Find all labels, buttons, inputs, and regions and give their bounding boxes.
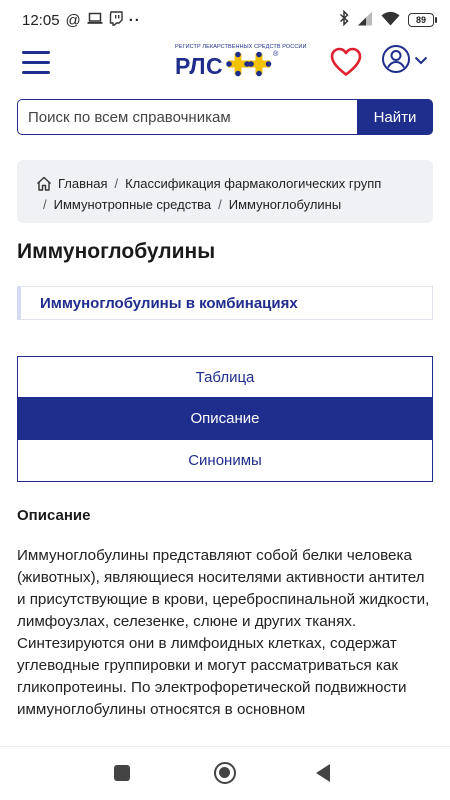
status-time: 12:05	[22, 11, 60, 29]
search-button[interactable]: Найти	[357, 99, 433, 135]
breadcrumb-item-immunotropic[interactable]: Иммунотропные средства	[53, 197, 212, 212]
search-input[interactable]	[17, 99, 357, 135]
logo-cross-icon	[225, 51, 273, 82]
battery-level: 89	[415, 15, 426, 25]
breadcrumb-separator: /	[114, 176, 119, 191]
home-button-icon[interactable]	[214, 762, 236, 784]
search-bar	[17, 99, 433, 135]
breadcrumb-item-classification[interactable]: Классификация фармакологических групп	[125, 176, 382, 191]
section-heading: Описание	[17, 507, 91, 524]
profile-menu[interactable]	[381, 46, 433, 76]
breadcrumb-separator: /	[43, 197, 47, 212]
logo-reg: ®	[273, 51, 279, 58]
back-icon[interactable]	[316, 764, 330, 782]
page-title: Иммуноглобулины	[17, 240, 216, 263]
laptop-icon	[87, 12, 103, 29]
system-nav-bar	[0, 746, 450, 800]
breadcrumb-separator: /	[218, 197, 222, 212]
tab-group	[17, 356, 433, 482]
menu-icon[interactable]	[22, 51, 50, 77]
status-dots: ··	[128, 11, 141, 29]
user-icon	[381, 44, 411, 79]
chevron-down-icon	[414, 52, 428, 70]
logo[interactable]	[175, 44, 307, 84]
bluetooth-icon	[339, 10, 349, 30]
status-left	[22, 11, 141, 30]
home-icon[interactable]	[36, 176, 52, 191]
description-text: Иммуноглобулины представляют собой белки человека (животных), являющиеся носителями активности антител и присутствующие в крови, цереброспинальной жидкости, лимфоузлах, селезенке, слюне и других тканях. Синтезируются они в лимфоидных клетках, содержат углеводные группировки и могут рассматриваться как гликопротеины. По электрофоретической подвижности иммуноглобулины относятся в основном	[17, 547, 430, 718]
tab-synonyms[interactable]: Синонимы	[188, 451, 262, 469]
heart-icon[interactable]	[330, 47, 362, 77]
recents-icon[interactable]	[114, 765, 130, 781]
tab-description[interactable]: Описание	[18, 398, 432, 439]
breadcrumb-item-home[interactable]: Главная	[58, 176, 108, 191]
battery-icon	[408, 13, 434, 27]
status-bar	[0, 0, 450, 40]
header	[0, 40, 450, 90]
tab-table[interactable]: Таблица	[18, 357, 432, 398]
signal-icon	[357, 11, 373, 30]
status-at: @	[65, 11, 81, 29]
status-right	[339, 10, 434, 30]
breadcrumb-item-current: Иммуноглобулины	[228, 197, 342, 212]
twitch-icon	[109, 11, 123, 30]
breadcrumb	[17, 160, 433, 223]
logo-text: РЛС	[175, 53, 224, 79]
logo-tagline: РЕГИСТР ЛЕКАРСТВЕННЫХ СРЕДСТВ РОССИИ	[175, 44, 307, 50]
combinations-link[interactable]: Иммуноглобулины в комбинациях	[17, 286, 433, 320]
wifi-icon	[381, 11, 400, 30]
